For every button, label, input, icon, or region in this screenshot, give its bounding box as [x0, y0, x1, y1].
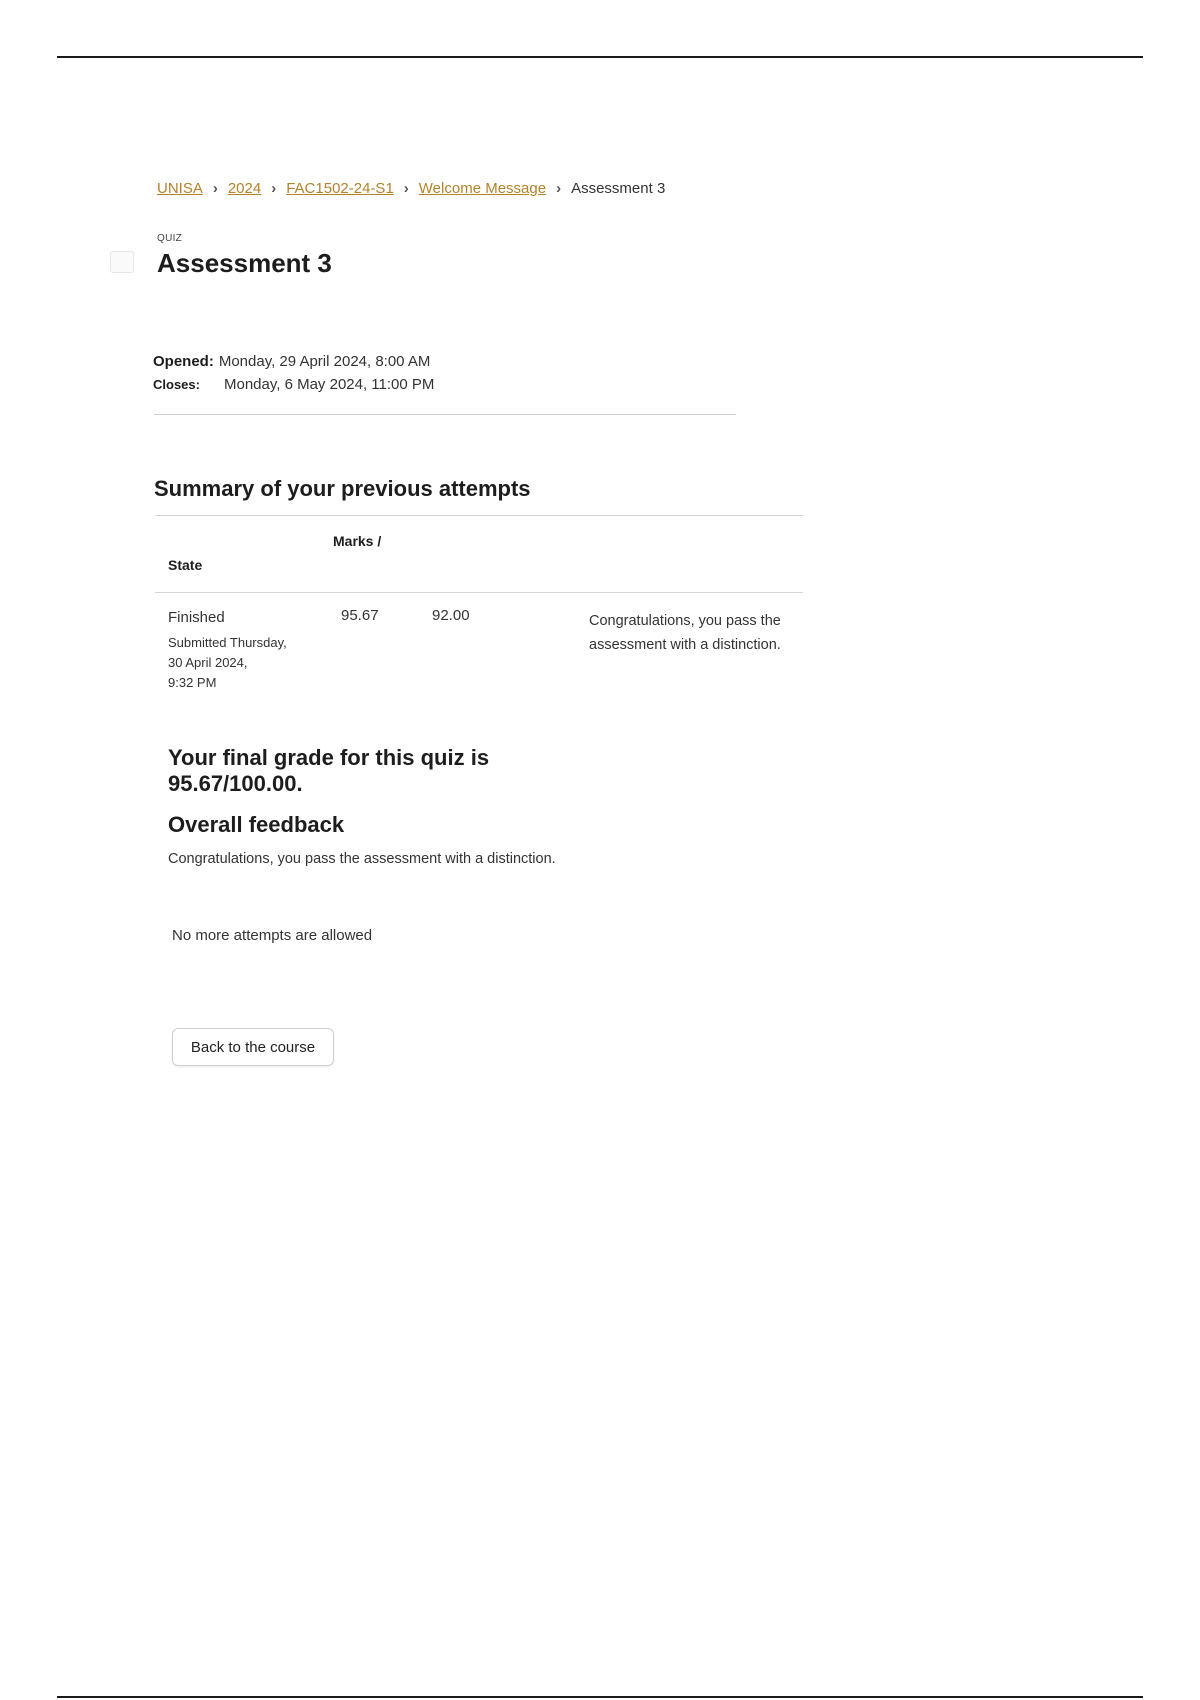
opened-date-row [153, 350, 434, 373]
breadcrumb-link-unisa[interactable]: UNISA [157, 180, 203, 197]
page-title: Assessment 3 [157, 248, 332, 278]
opened-label: Opened: [153, 353, 214, 370]
overall-feedback-text: Congratulations, you pass the assessment with a distinction. [168, 851, 556, 867]
submitted-line: 30 April 2024, [168, 655, 248, 670]
breadcrumb [157, 180, 665, 197]
chevron-right-icon: › [212, 180, 218, 197]
attempt-submitted-date [168, 633, 318, 693]
breadcrumb-link-course[interactable]: FAC1502-24-S1 [286, 180, 394, 197]
divider [154, 414, 736, 415]
breadcrumb-current: Assessment 3 [571, 180, 666, 197]
opened-value: Monday, 29 April 2024, 8:00 AM [218, 353, 431, 370]
breadcrumb-link-welcome-message[interactable]: Welcome Message [418, 180, 547, 197]
attempt-feedback: Congratulations, you pass the assessment with a distinction. [589, 613, 781, 653]
closes-value: Monday, 6 May 2024, 11:00 PM [224, 376, 435, 393]
activity-dates [153, 350, 434, 396]
submitted-line: 9:32 PM [168, 675, 217, 690]
attempt-state: Finished [168, 609, 225, 626]
page-bottom-rule [57, 1696, 1143, 1698]
column-header-state: State [168, 557, 203, 573]
chevron-right-icon: › [403, 180, 409, 197]
submitted-line: Submitted Thursday, [168, 635, 287, 650]
overall-feedback-heading: Overall feedback [168, 812, 345, 837]
final-grade: Your final grade for this quiz is 95.67/100.00. [168, 745, 490, 796]
attempt-grade: 92.00 [432, 607, 470, 624]
page-top-rule [57, 56, 1143, 58]
breadcrumb-link-year[interactable]: 2024 [227, 180, 262, 197]
activity-type-label: QUIZ [157, 233, 183, 244]
attempt-marks: 95.67 [341, 607, 379, 624]
chevron-right-icon: › [556, 180, 562, 197]
attempts-summary-heading: Summary of your previous attempts [154, 476, 531, 501]
quiz-activity-icon [110, 251, 134, 273]
column-header-marks: Marks / [333, 533, 382, 549]
back-to-course-button[interactable]: Back to the course [172, 1028, 334, 1066]
attempts-notice: No more attempts are allowed [172, 927, 373, 944]
closes-label: Closes: [153, 377, 200, 392]
chevron-right-icon: › [271, 180, 277, 197]
table-header-border [155, 592, 803, 593]
table-top-border [155, 515, 803, 516]
closes-date-row [153, 373, 434, 396]
